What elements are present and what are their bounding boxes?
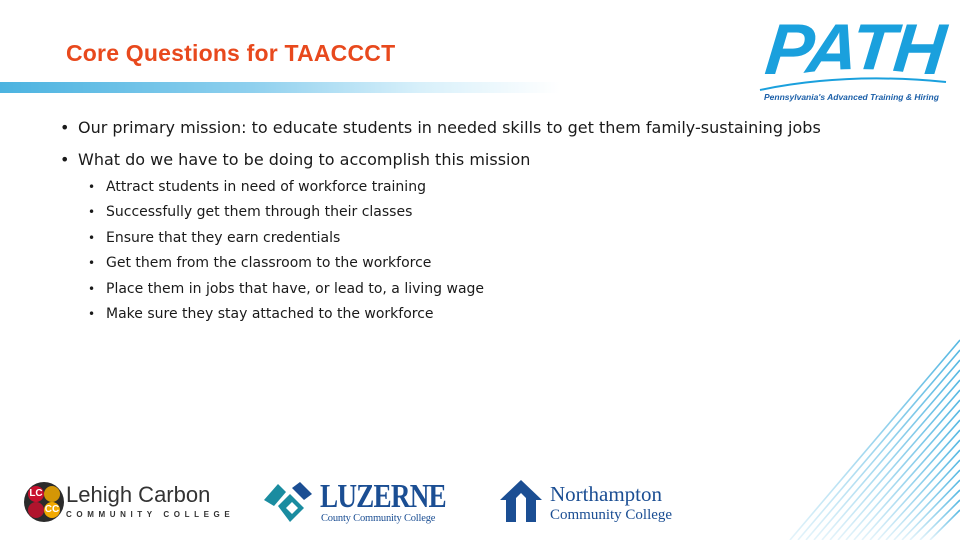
lehigh-carbon-subtitle: COMMUNITY COLLEGE	[66, 510, 235, 519]
northampton-name: Northampton	[550, 482, 662, 506]
sub-bullet-text: Successfully get them through their classes	[106, 204, 413, 221]
bullet-text: What do we have to be doing to accomplish this mission	[78, 150, 531, 169]
sub-bullet-list	[88, 175, 821, 327]
sub-bullet-text: Place them in jobs that have, or lead to, a living wage	[106, 280, 485, 297]
lehigh-carbon-mark-accent	[28, 502, 44, 518]
slide-title: Core Questions for TAACCCT	[66, 40, 396, 66]
sub-bullet-text: Make sure they stay attached to the workforce	[106, 306, 434, 323]
sub-bullet-item	[88, 175, 821, 200]
sub-bullet-item	[88, 200, 821, 225]
sub-bullet-text: Attract students in need of workforce training	[106, 179, 426, 195]
bullet-dot: •	[88, 281, 96, 296]
bullet-item	[60, 117, 821, 139]
bullet-dot: •	[60, 118, 70, 137]
northampton-mark-icon	[498, 478, 544, 524]
path-logo	[756, 10, 952, 104]
lehigh-carbon-name: Lehigh Carbon	[66, 482, 211, 507]
sub-bullet-text: Ensure that they earn credentials	[106, 229, 341, 246]
sub-bullet-item	[88, 226, 821, 251]
lehigh-carbon-logo	[24, 482, 235, 524]
bullet-item	[60, 149, 821, 171]
luzerne-mark-icon	[260, 478, 316, 524]
bullet-dot: •	[88, 256, 96, 271]
lehigh-carbon-mark	[24, 482, 64, 522]
luzerne-subtitle: County Community College	[321, 513, 436, 524]
bullet-dot: •	[88, 230, 96, 245]
bullet-dot: •	[88, 205, 96, 220]
sub-bullet-item	[88, 251, 821, 276]
title-underline-bar	[0, 82, 560, 93]
bullet-dot: •	[60, 150, 70, 169]
sub-bullet-text: Get them from the classroom to the workforce	[106, 255, 432, 272]
bullet-text: Our primary mission: to educate students in needed skills to get them family-sustaining jobs	[78, 118, 821, 137]
lehigh-carbon-mark-bottom: CC	[44, 502, 60, 518]
path-logo-swoosh	[756, 10, 952, 104]
luzerne-name: LUZERNE	[320, 478, 446, 515]
bullet-dot: •	[88, 307, 96, 322]
bullet-list	[60, 117, 821, 327]
path-logo-letters: PATH	[761, 10, 948, 90]
luzerne-logo	[260, 478, 446, 526]
path-logo-tagline: Pennsylvania's Advanced Training & Hiring	[764, 92, 939, 102]
lehigh-carbon-mark-top: LC	[28, 486, 44, 502]
lehigh-carbon-mark-accent	[44, 486, 60, 502]
decorative-stripes	[630, 310, 960, 540]
northampton-logo	[498, 478, 678, 524]
northampton-subtitle: Community College	[550, 507, 673, 523]
sub-bullet-item	[88, 277, 821, 302]
bullet-dot: •	[88, 180, 96, 194]
